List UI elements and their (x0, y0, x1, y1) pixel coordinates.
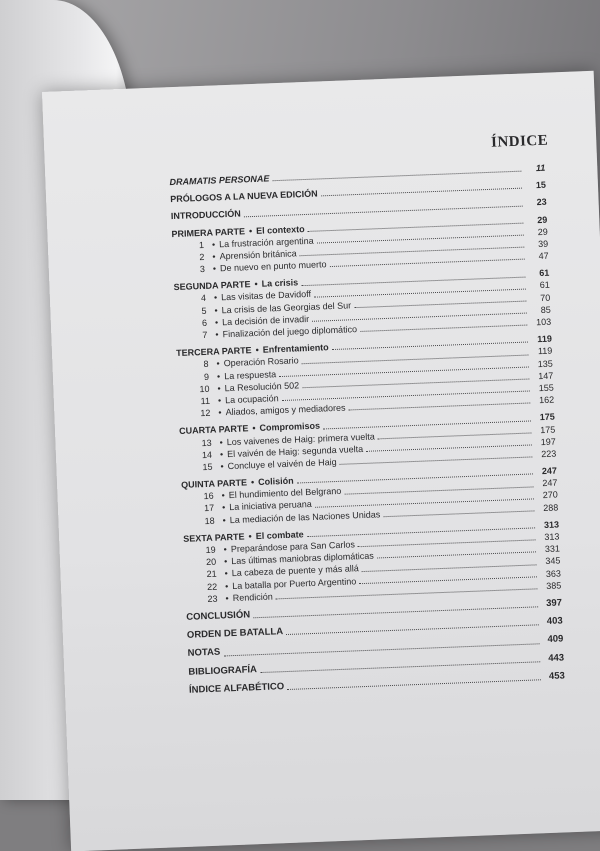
toc-entries (169, 162, 565, 697)
part-number: SEXTA PARTE (183, 531, 245, 544)
chapter-number: 2 (199, 251, 205, 262)
part-title: El contexto (255, 223, 305, 236)
bullet-separator: • (255, 345, 259, 356)
bullet-separator: • (216, 370, 221, 382)
chapter-number: 13 (201, 437, 212, 448)
chapter-title: La Resolución 502 (224, 380, 300, 393)
chapter-title: La respuesta (223, 368, 277, 381)
chapter-title: La iniciativa peruana (229, 499, 312, 513)
chapter-title: Aprensión británica (219, 248, 297, 262)
bullet-separator: • (216, 358, 220, 369)
chapter-number: 19 (205, 544, 216, 556)
chapter-title: Las últimas maniobras diplomáticas (231, 550, 374, 567)
dot-leader (286, 625, 539, 636)
page-number: 61 (539, 267, 550, 279)
chapter-title: Las visitas de Davidoff (220, 289, 312, 303)
chapter-number: 5 (201, 305, 207, 316)
chapter-title: La mediación de las Naciones Unidas (229, 509, 381, 525)
chapter-number: 14 (201, 449, 213, 460)
chapter-number: 3 (199, 263, 206, 275)
bullet-separator: • (214, 305, 218, 316)
dot-leader (321, 188, 522, 197)
bullet-separator: • (218, 407, 222, 418)
chapter-number: 18 (204, 515, 215, 526)
chapter-heading (203, 590, 273, 605)
chapter-number: 20 (205, 556, 217, 568)
entry-title: ÍNDICE ALFABÉTICO (188, 680, 285, 696)
dot-leader (260, 661, 540, 673)
bullet-separator: • (221, 502, 226, 513)
part-title: La crisis (261, 277, 299, 290)
chapter-number: 21 (206, 569, 217, 580)
dot-leader (330, 259, 525, 267)
part-title: Colisión (257, 475, 294, 488)
chapter-title: Los vaivenes de Haig: primera vuelta (226, 431, 375, 447)
bullet-separator: • (221, 490, 225, 501)
chapter-number: 11 (200, 395, 211, 407)
part-number: SEGUNDA PARTE (173, 279, 251, 293)
entry-title: INTRODUCCIÓN (170, 208, 242, 222)
chapter-number: 8 (203, 359, 209, 370)
chapter-title: La crisis de las Georgias del Sur (221, 299, 352, 315)
page-number: 23 (536, 197, 547, 208)
chapter-title: La batalla por Puerto Argentino (232, 575, 357, 591)
dot-leader (340, 457, 533, 465)
bullet-separator: • (219, 436, 223, 447)
page-number: 409 (547, 633, 564, 646)
bullet-separator: • (224, 580, 229, 591)
part-number: CUARTA PARTE (178, 423, 249, 437)
page-number: 39 (537, 238, 549, 249)
entry-title: BIBLIOGRAFÍA (188, 663, 258, 678)
part-number: QUINTA PARTE (180, 477, 248, 491)
page-number: 443 (548, 651, 565, 664)
part-number: PRIMERA PARTE (171, 225, 246, 239)
chapter-number: 15 (202, 461, 213, 473)
chapter-title: Operación Rosario (223, 355, 299, 369)
dot-leader (287, 679, 541, 690)
dot-leader (349, 403, 531, 411)
entry-title: CONCLUSIÓN (186, 609, 251, 623)
bullet-separator: • (248, 225, 253, 236)
entry-title: PRÓLOGOS A LA NUEVA EDICIÓN (170, 188, 318, 205)
page-number: 147 (538, 370, 554, 381)
page-number: 247 (541, 465, 558, 477)
page-number: 197 (540, 436, 556, 447)
bullet-separator: • (225, 593, 229, 604)
book-page (42, 71, 600, 851)
dot-leader (276, 588, 538, 599)
page-number: 363 (545, 568, 562, 579)
page-number: 162 (538, 394, 555, 406)
dot-leader (383, 510, 534, 517)
chapter-title: Preparándose para San Carlos (230, 539, 356, 555)
chapter-title: La ocupación (224, 393, 279, 406)
chapter-title: La decisión de invadir (221, 313, 310, 328)
bullet-separator: • (212, 263, 217, 274)
page-number: 247 (542, 477, 558, 489)
bullet-separator: • (222, 514, 226, 526)
bullet-separator: • (213, 292, 218, 304)
bullet-separator: • (215, 329, 219, 340)
chapter-title: La frustración argentina (218, 235, 314, 250)
dot-leader (272, 171, 521, 182)
page-number: 119 (537, 333, 553, 345)
chapter-number: 4 (200, 293, 207, 304)
bullet-separator: • (250, 477, 255, 488)
page-number: 288 (543, 502, 559, 513)
chapter-title: El hundimiento del Belgrano (228, 486, 342, 501)
chapter-number: 17 (203, 503, 215, 514)
table-of-contents (168, 133, 565, 697)
bullet-separator: • (217, 395, 222, 406)
chapter-number: 12 (200, 407, 211, 419)
chapter-title: Rendición (232, 591, 273, 603)
part-number: TERCERA PARTE (175, 345, 252, 359)
chapter-number: 10 (199, 383, 210, 394)
page-number: 453 (548, 670, 565, 682)
toc-title: ÍNDICE (490, 132, 549, 151)
bullet-separator: • (214, 317, 219, 328)
chapter-title: La cabeza de puente y más allá (231, 563, 359, 579)
page-number: 397 (545, 597, 563, 610)
entry-title: ORDEN DE BATALLA (186, 626, 284, 642)
entry-title: DRAMATIS PERSONAE (169, 173, 270, 188)
page-number: 345 (545, 555, 561, 567)
dot-leader (360, 325, 527, 332)
bullet-separator: • (212, 251, 216, 262)
page-number: 85 (540, 304, 551, 315)
page-number: 223 (541, 448, 557, 460)
chapter-number: 1 (198, 239, 205, 250)
page-number: 155 (538, 382, 554, 394)
page-number: 385 (546, 580, 562, 591)
bullet-separator: • (217, 383, 221, 394)
bullet-separator: • (254, 279, 258, 290)
chapter-title: Finalización del juego diplomático (222, 324, 358, 340)
part-title: Compromisos (259, 420, 321, 434)
chapter-number: 6 (201, 317, 208, 328)
page-number: 331 (544, 543, 561, 555)
bullet-separator: • (220, 461, 224, 472)
page-number: 29 (537, 226, 548, 237)
page-number: 403 (546, 615, 563, 628)
chapter-number: 16 (203, 491, 214, 502)
page-number: 313 (544, 531, 560, 543)
part-title: Enfrentamiento (262, 342, 329, 355)
bullet-separator: • (223, 556, 228, 567)
part-title: El combate (255, 529, 304, 541)
page-number: 47 (538, 250, 549, 262)
bullet-separator: • (224, 568, 228, 579)
chapter-number: 7 (202, 329, 208, 341)
page-number: 175 (540, 424, 556, 435)
bullet-separator: • (252, 423, 256, 434)
chapter-title: El vaivén de Haig: segunda vuelta (226, 443, 364, 459)
page-number: 313 (543, 519, 560, 530)
page-number: 11 (535, 162, 546, 174)
page-number: 135 (537, 358, 553, 369)
bullet-separator: • (248, 531, 252, 542)
chapter-number: 23 (207, 593, 218, 604)
page-number: 70 (540, 292, 551, 303)
page-number: 15 (535, 179, 547, 191)
chapter-title: Aliados, amigos y mediadores (225, 402, 346, 418)
bullet-separator: • (223, 544, 228, 555)
bullet-separator: • (219, 449, 224, 460)
chapter-title: Concluye el vaivén de Haig (227, 456, 337, 472)
entry-title: NOTAS (187, 646, 221, 660)
page-number: 175 (539, 411, 556, 423)
page-number: 103 (535, 316, 552, 328)
page-number: 61 (539, 280, 550, 291)
page-number: 119 (537, 346, 553, 357)
dot-leader (253, 607, 538, 619)
bullet-separator: • (211, 239, 216, 250)
chapter-number: 22 (206, 581, 218, 592)
chapter-title: De nuevo en punto muerto (219, 259, 327, 274)
chapter-number: 9 (203, 371, 210, 382)
page-number: 29 (537, 214, 548, 225)
page-number: 270 (542, 489, 559, 501)
